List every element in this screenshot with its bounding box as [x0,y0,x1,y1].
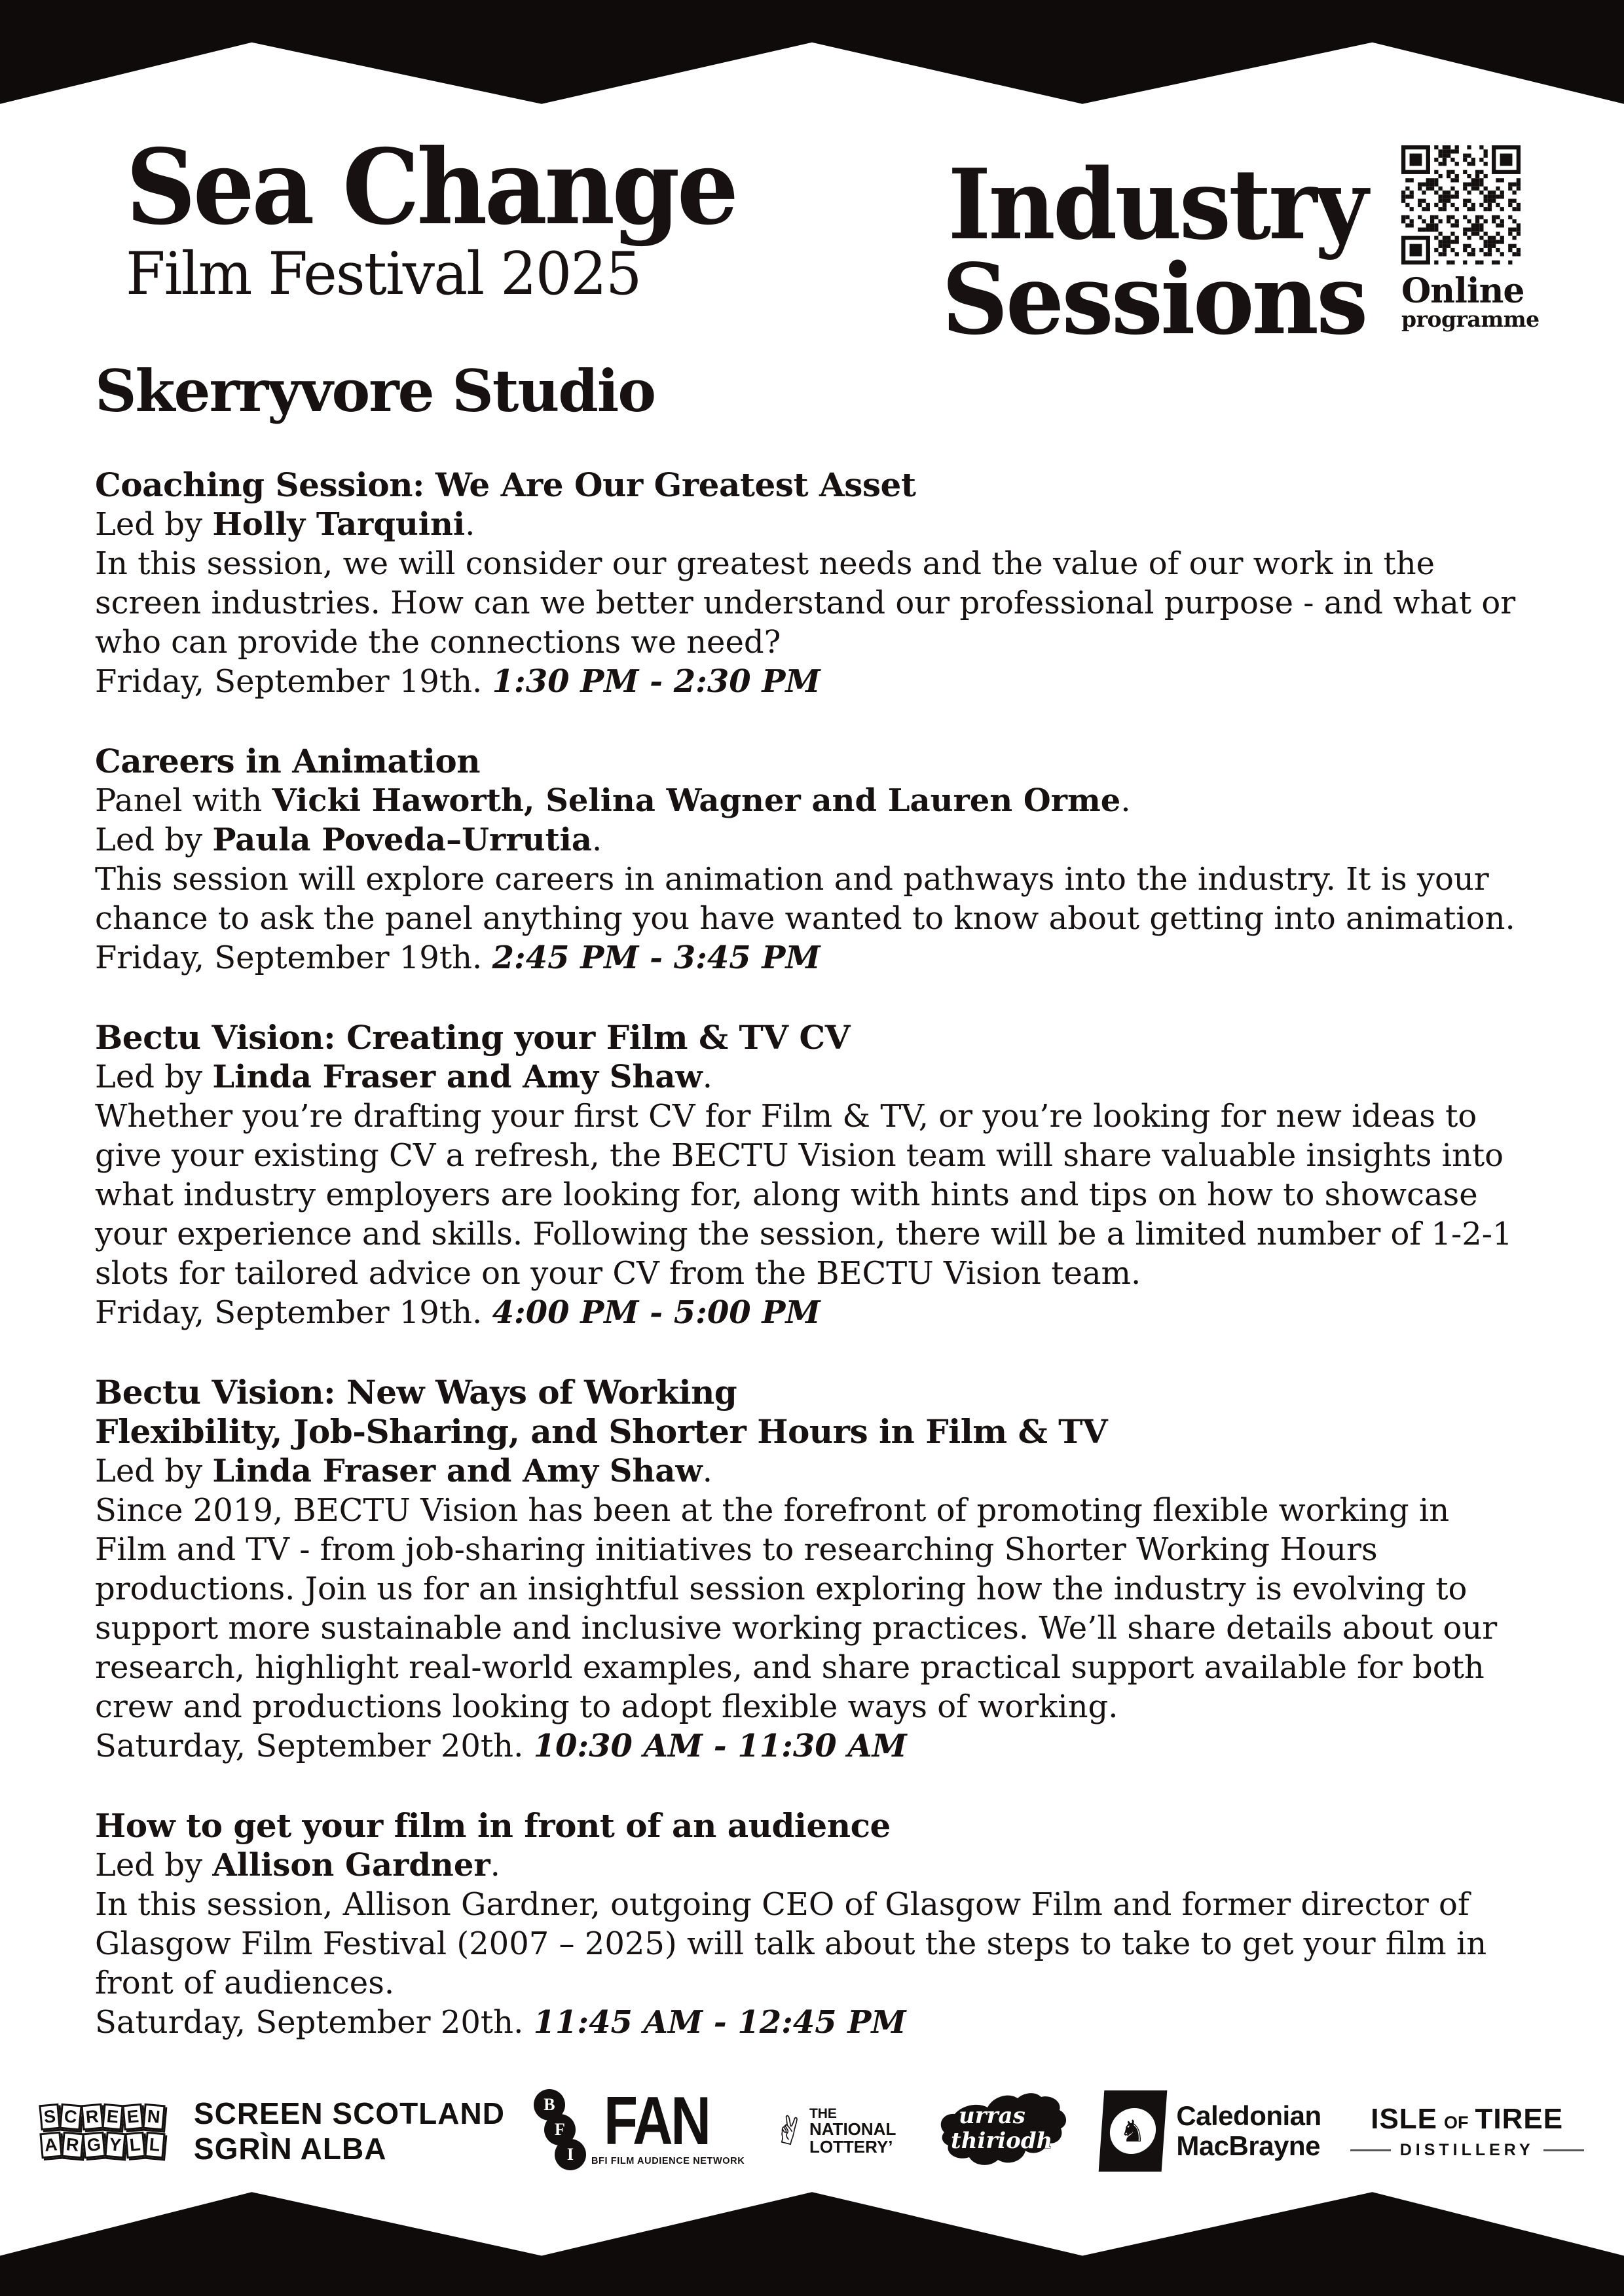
screen-argyll-line2: A R G Y L L [41,2132,164,2158]
session-time: 4:00 PM - 5:00 PM [492,1294,821,1331]
session-date: Friday, September 19th. [95,1294,483,1331]
people-names: Vicki Haworth, Selina Wagner and Lauren Orme [272,782,1121,819]
qr-caption-line1: Online [1401,271,1524,311]
festival-title: Sea Change [126,127,736,248]
fan-caption: BFI FILM AUDIENCE NETWORK [591,2156,745,2166]
svg-text:urras: urras [959,2103,1026,2129]
session-time: 10:30 AM - 11:30 AM [533,1728,907,1764]
session-date: Saturday, September 20th. [95,2004,524,2041]
session-panel [95,781,1530,820]
bfi-fan-logo [534,2083,745,2173]
screen-scotland-line1: SCREEN SCOTLAND [193,2096,505,2130]
lottery-line3: LOTTERY’ [809,2136,893,2157]
lottery-line2: NATIONAL [809,2119,896,2140]
session-film-audience [95,1806,1530,2042]
bottom-zigzag-banner [0,2190,1624,2296]
people-prefix: Led by [95,1453,213,1489]
people-suffix: . [702,1453,712,1489]
screen-scotland-line2: SGRÌN ALBA [193,2132,387,2166]
calmac-line2: MacBrayne [1176,2130,1320,2161]
session-title: Careers in Animation [95,742,481,780]
people-suffix: . [1120,782,1131,819]
session-bectu-cv [95,1018,1530,1332]
session-people [95,1846,1530,1885]
bfi-circles-icon [534,2089,585,2173]
session-people [95,820,1530,860]
fan-wordmark: FAN [604,2083,709,2159]
session-time: 1:30 PM - 2:30 PM [492,663,821,700]
people-suffix: . [591,822,602,858]
calmac-logo [1101,2090,1321,2172]
tiree-isle: ISLE [1371,2102,1438,2135]
session-title-line2: Flexibility, Job-Sharing, and Shorter Hours in Film & TV [95,1412,1108,1451]
session-date: Friday, September 19th. [95,939,483,976]
session-people [95,1451,1530,1491]
page-title-line1: Industry [948,147,1366,261]
calmac-flag-icon [1099,2090,1168,2172]
lottery-line1: THE [809,2105,837,2121]
session-description: Since 2019, BECTU Vision has been at the forefront of promoting flexible working in Film and TV - from job-sharing initiatives to researching Shorter Working Hours productions. Join us for an insightful session exploring how the industry is evolving to support more sustainable and inclusive working practices. We’ll share details about our research, highlight real-world examples, and share practical support available for both crew and productions looking to adopt flexible ways of working. [95,1492,1498,1725]
tiree-of: OF [1444,2112,1469,2132]
session-title-line1: Bectu Vision: New Ways of Working [95,1373,737,1412]
session-careers-animation [95,742,1530,977]
qr-caption-line2: programme [1401,306,1540,333]
session-title: Coaching Session: We Are Our Greatest Asset [95,465,916,504]
session-title: How to get your film in front of an audience [95,1806,891,1845]
people-prefix: Panel with [95,782,272,819]
people-prefix: Led by [95,506,213,543]
people-names: Holly Tarquini [212,506,466,543]
people-names: Linda Fraser and Amy Shaw [212,1453,703,1489]
crossed-fingers-icon: ✌ [768,2105,811,2157]
bfi-letter-i: I [555,2139,586,2170]
people-prefix: Led by [95,1847,213,1884]
session-people [95,505,1530,544]
sponsor-logo-strip [0,2082,1624,2180]
tiree-distillery-logo [1350,2103,1584,2160]
session-time: 11:45 AM - 12:45 PM [533,2004,906,2041]
session-date: Saturday, September 20th. [95,1728,524,1764]
people-names: Allison Gardner [212,1847,490,1884]
page-title-line2: Sessions [942,242,1366,357]
session-time: 2:45 PM - 3:45 PM [492,939,821,976]
urras-thiriodh-logo [925,2085,1073,2177]
session-people [95,1057,1530,1097]
session-datetime [95,662,1530,701]
session-datetime [95,1726,1530,1766]
people-prefix: Led by [95,1059,213,1095]
lion-emblem-icon: ♞ [1109,2108,1158,2154]
session-description: Whether you’re drafting your first CV for Film & TV, or you’re looking for new ideas to give your existing CV a refresh, the BECTU Vision team will share valuable insights into what industry employers are looking for, along with hints and tips on how to showcase your experience and skills. Following the session, there will be a limited number of 1-2-1 slots for tailored advice on your CV from the BECTU Vision team. [95,1098,1513,1292]
people-suffix: . [465,506,475,543]
national-lottery-logo [768,2105,896,2157]
session-datetime [95,938,1530,977]
session-title: Bectu Vision: Creating your Film & TV CV [95,1018,850,1057]
tiree-name: TIREE [1475,2102,1564,2135]
people-prefix: Led by [95,822,213,858]
session-datetime [95,1293,1530,1332]
people-names: Linda Fraser and Amy Shaw [212,1059,703,1095]
session-description: This session will explore careers in animation and pathways into the industry. It is your chance to ask the panel anything you have wanted to know about getting into animation. [95,861,1515,937]
people-names: Paula Poveda–Urrutia [212,822,592,858]
tiree-island-icon [925,2085,1073,2177]
rule-left [1350,2149,1391,2151]
calmac-line1: Caledonian [1176,2100,1321,2131]
bfi-letter-f: F [544,2114,576,2145]
screen-argyll-logo [40,2104,165,2158]
people-suffix: . [490,1847,500,1884]
screen-scotland-logo [194,2096,505,2167]
tiree-distillery-label: DISTILLERY [1399,2140,1534,2159]
festival-subtitle: Film Festival 2025 [126,240,641,308]
svg-text:thiriodh: thiriodh [951,2128,1053,2154]
session-description: In this session, Allison Gardner, outgoing CEO of Glasgow Film and former director of Glasgow Film Festival (2007 – 2025) will talk about the steps to take to get your film in front of audiences. [95,1886,1487,2001]
session-date: Friday, September 19th. [95,663,483,700]
session-coaching [95,465,1530,701]
venue-title: Skerryvore Studio [95,357,655,425]
session-description: In this session, we will consider our greatest needs and the value of our work in the screen industries. How can we better understand our professional purpose - and what or who can provide the connections we need? [95,545,1516,661]
people-suffix: . [702,1059,712,1095]
main-content [95,0,1540,2042]
session-datetime [95,2003,1530,2042]
session-bectu-new-ways [95,1373,1530,1766]
bfi-letter-b: B [534,2089,565,2121]
screen-argyll-line1: S C R E E N [40,2104,165,2130]
rule-right [1543,2149,1584,2151]
